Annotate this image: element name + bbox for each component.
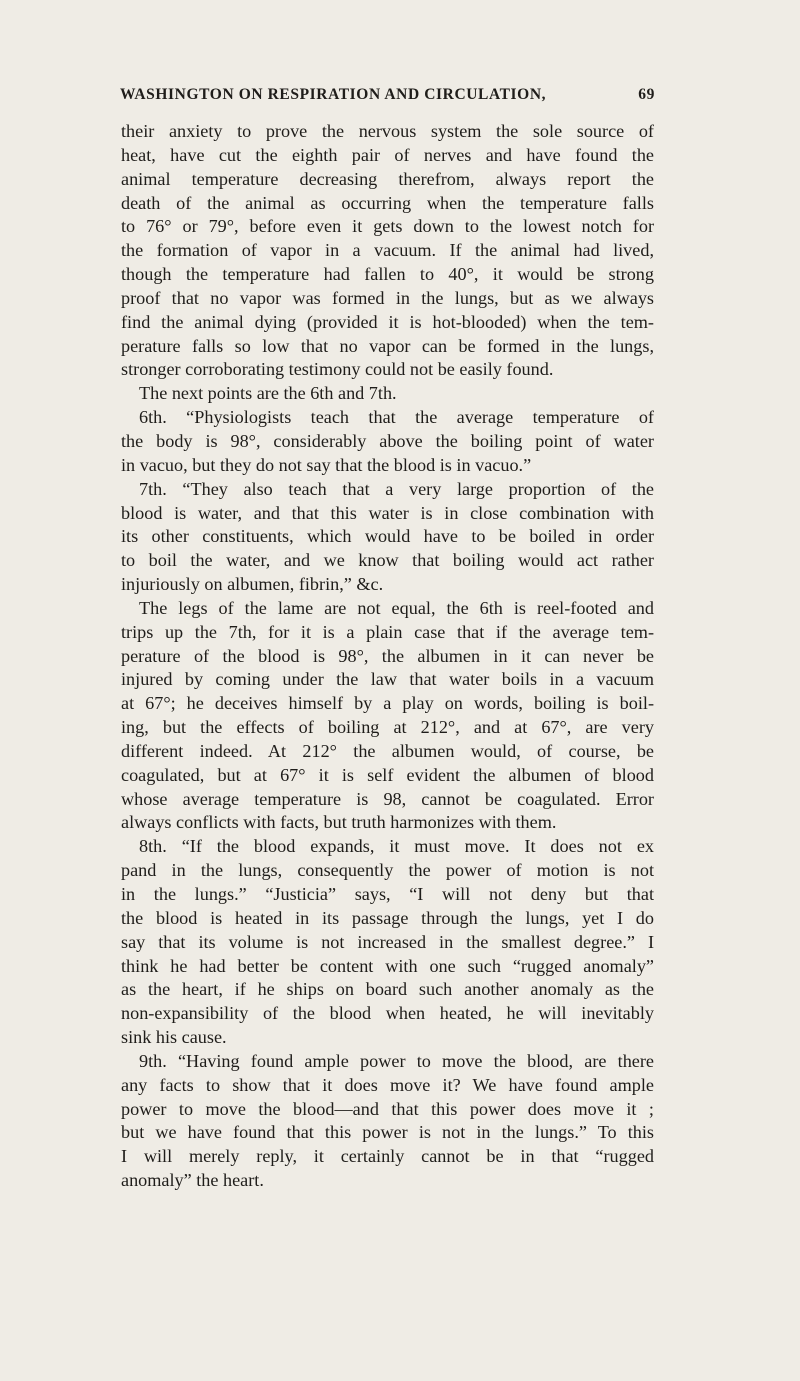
text-line: its other constituents, which would have to be boiled in order (121, 526, 654, 547)
text-line: at 67°; he deceives himself by a play on words, boiling is boil- (121, 693, 654, 714)
text-line: animal temperature decreasing therefrom, always report the (121, 168, 654, 189)
text-line: stronger corroborating testimony could not be easily found. (121, 359, 554, 380)
text-line: I will merely reply, it certainly cannot be in that “rugged (121, 1146, 654, 1167)
text-line: but we have found that this power is not in the lungs.” To this (121, 1122, 654, 1143)
text-line: perature falls so low that no vapor can be formed in the lungs, (121, 335, 654, 356)
text-line: sink his cause. (121, 1027, 227, 1048)
text-line: death of the animal as occurring when the temperature falls (121, 192, 654, 213)
running-head-title: WASHINGTON ON RESPIRATION AND CIRCULATION, (120, 86, 547, 103)
text-line: though the temperature had fallen to 40°, it would be strong (121, 264, 654, 285)
running-head (120, 86, 655, 108)
text-line: coagulated, but at 67° it is self evident the albumen of blood (121, 764, 654, 785)
text-line: think he had better be content with one such “rugged anomaly” (121, 955, 654, 976)
text-line: 6th. “Physiologists teach that the average temperature of (139, 407, 654, 428)
text-line: in vacuo, but they do not say that the blood is in vacuo.” (121, 454, 532, 475)
text-line: 7th. “They also teach that a very large proportion of the (139, 478, 654, 499)
body-text (121, 120, 654, 1193)
text-line: different indeed. At 212° the albumen would, of course, be (121, 740, 654, 761)
text-line: perature of the blood is 98°, the albumen in it can never be (121, 645, 654, 666)
text-line: 8th. “If the blood expands, it must move. It does not ex (139, 836, 654, 857)
text-line: the body is 98°, considerably above the boiling point of water (121, 430, 654, 451)
text-line: blood is water, and that this water is in close combination with (121, 502, 654, 523)
text-line: always conflicts with facts, but truth harmonizes with them. (121, 812, 557, 833)
text-line: non-expansibility of the blood when heated, he will inevitably (121, 1003, 654, 1024)
text-line: ing, but the effects of boiling at 212°, and at 67°, are very (121, 717, 654, 738)
text-line: as the heart, if he ships on board such another anomaly as the (121, 979, 654, 1000)
text-line: 9th. “Having found ample power to move the blood, are there (139, 1050, 654, 1071)
text-line: find the animal dying (provided it is hot-blooded) when the tem- (121, 311, 654, 332)
text-line: heat, have cut the eighth pair of nerves and have found the (121, 144, 654, 165)
text-line: say that its volume is not increased in the smallest degree.” I (121, 931, 654, 952)
text-line: their anxiety to prove the nervous system the sole source of (121, 121, 654, 141)
text-line: the formation of vapor in a vacuum. If the animal had lived, (121, 240, 654, 261)
text-line: to boil the water, and we know that boiling would act rather (121, 550, 654, 571)
text-line: pand in the lungs, consequently the power of motion is not (121, 860, 654, 881)
text-line: The next points are the 6th and 7th. (139, 383, 397, 404)
text-line: the blood is heated in its passage through the lungs, yet I do (121, 907, 654, 928)
text-line: anomaly” the heart. (121, 1170, 264, 1191)
page-number: 69 (638, 86, 655, 103)
text-line: power to move the blood—and that this power does move it ; (121, 1098, 654, 1119)
text-line: The legs of the lame are not equal, the 6th is reel-footed and (139, 597, 654, 618)
text-line: whose average temperature is 98, cannot be coagulated. Error (121, 788, 654, 809)
text-line: trips up the 7th, for it is a plain case that if the average tem- (121, 621, 654, 642)
text-line: proof that no vapor was formed in the lungs, but as we always (121, 287, 654, 308)
text-line: injured by coming under the law that water boils in a vacuum (121, 669, 654, 690)
text-line: injuriously on albumen, fibrin,” &c. (121, 574, 384, 595)
text-line: to 76° or 79°, before even it gets down to the lowest notch for (121, 216, 654, 237)
text-line: any facts to show that it does move it? We have found ample (121, 1074, 654, 1095)
text-line: in the lungs.” “Justicia” says, “I will not deny but that (121, 884, 654, 904)
